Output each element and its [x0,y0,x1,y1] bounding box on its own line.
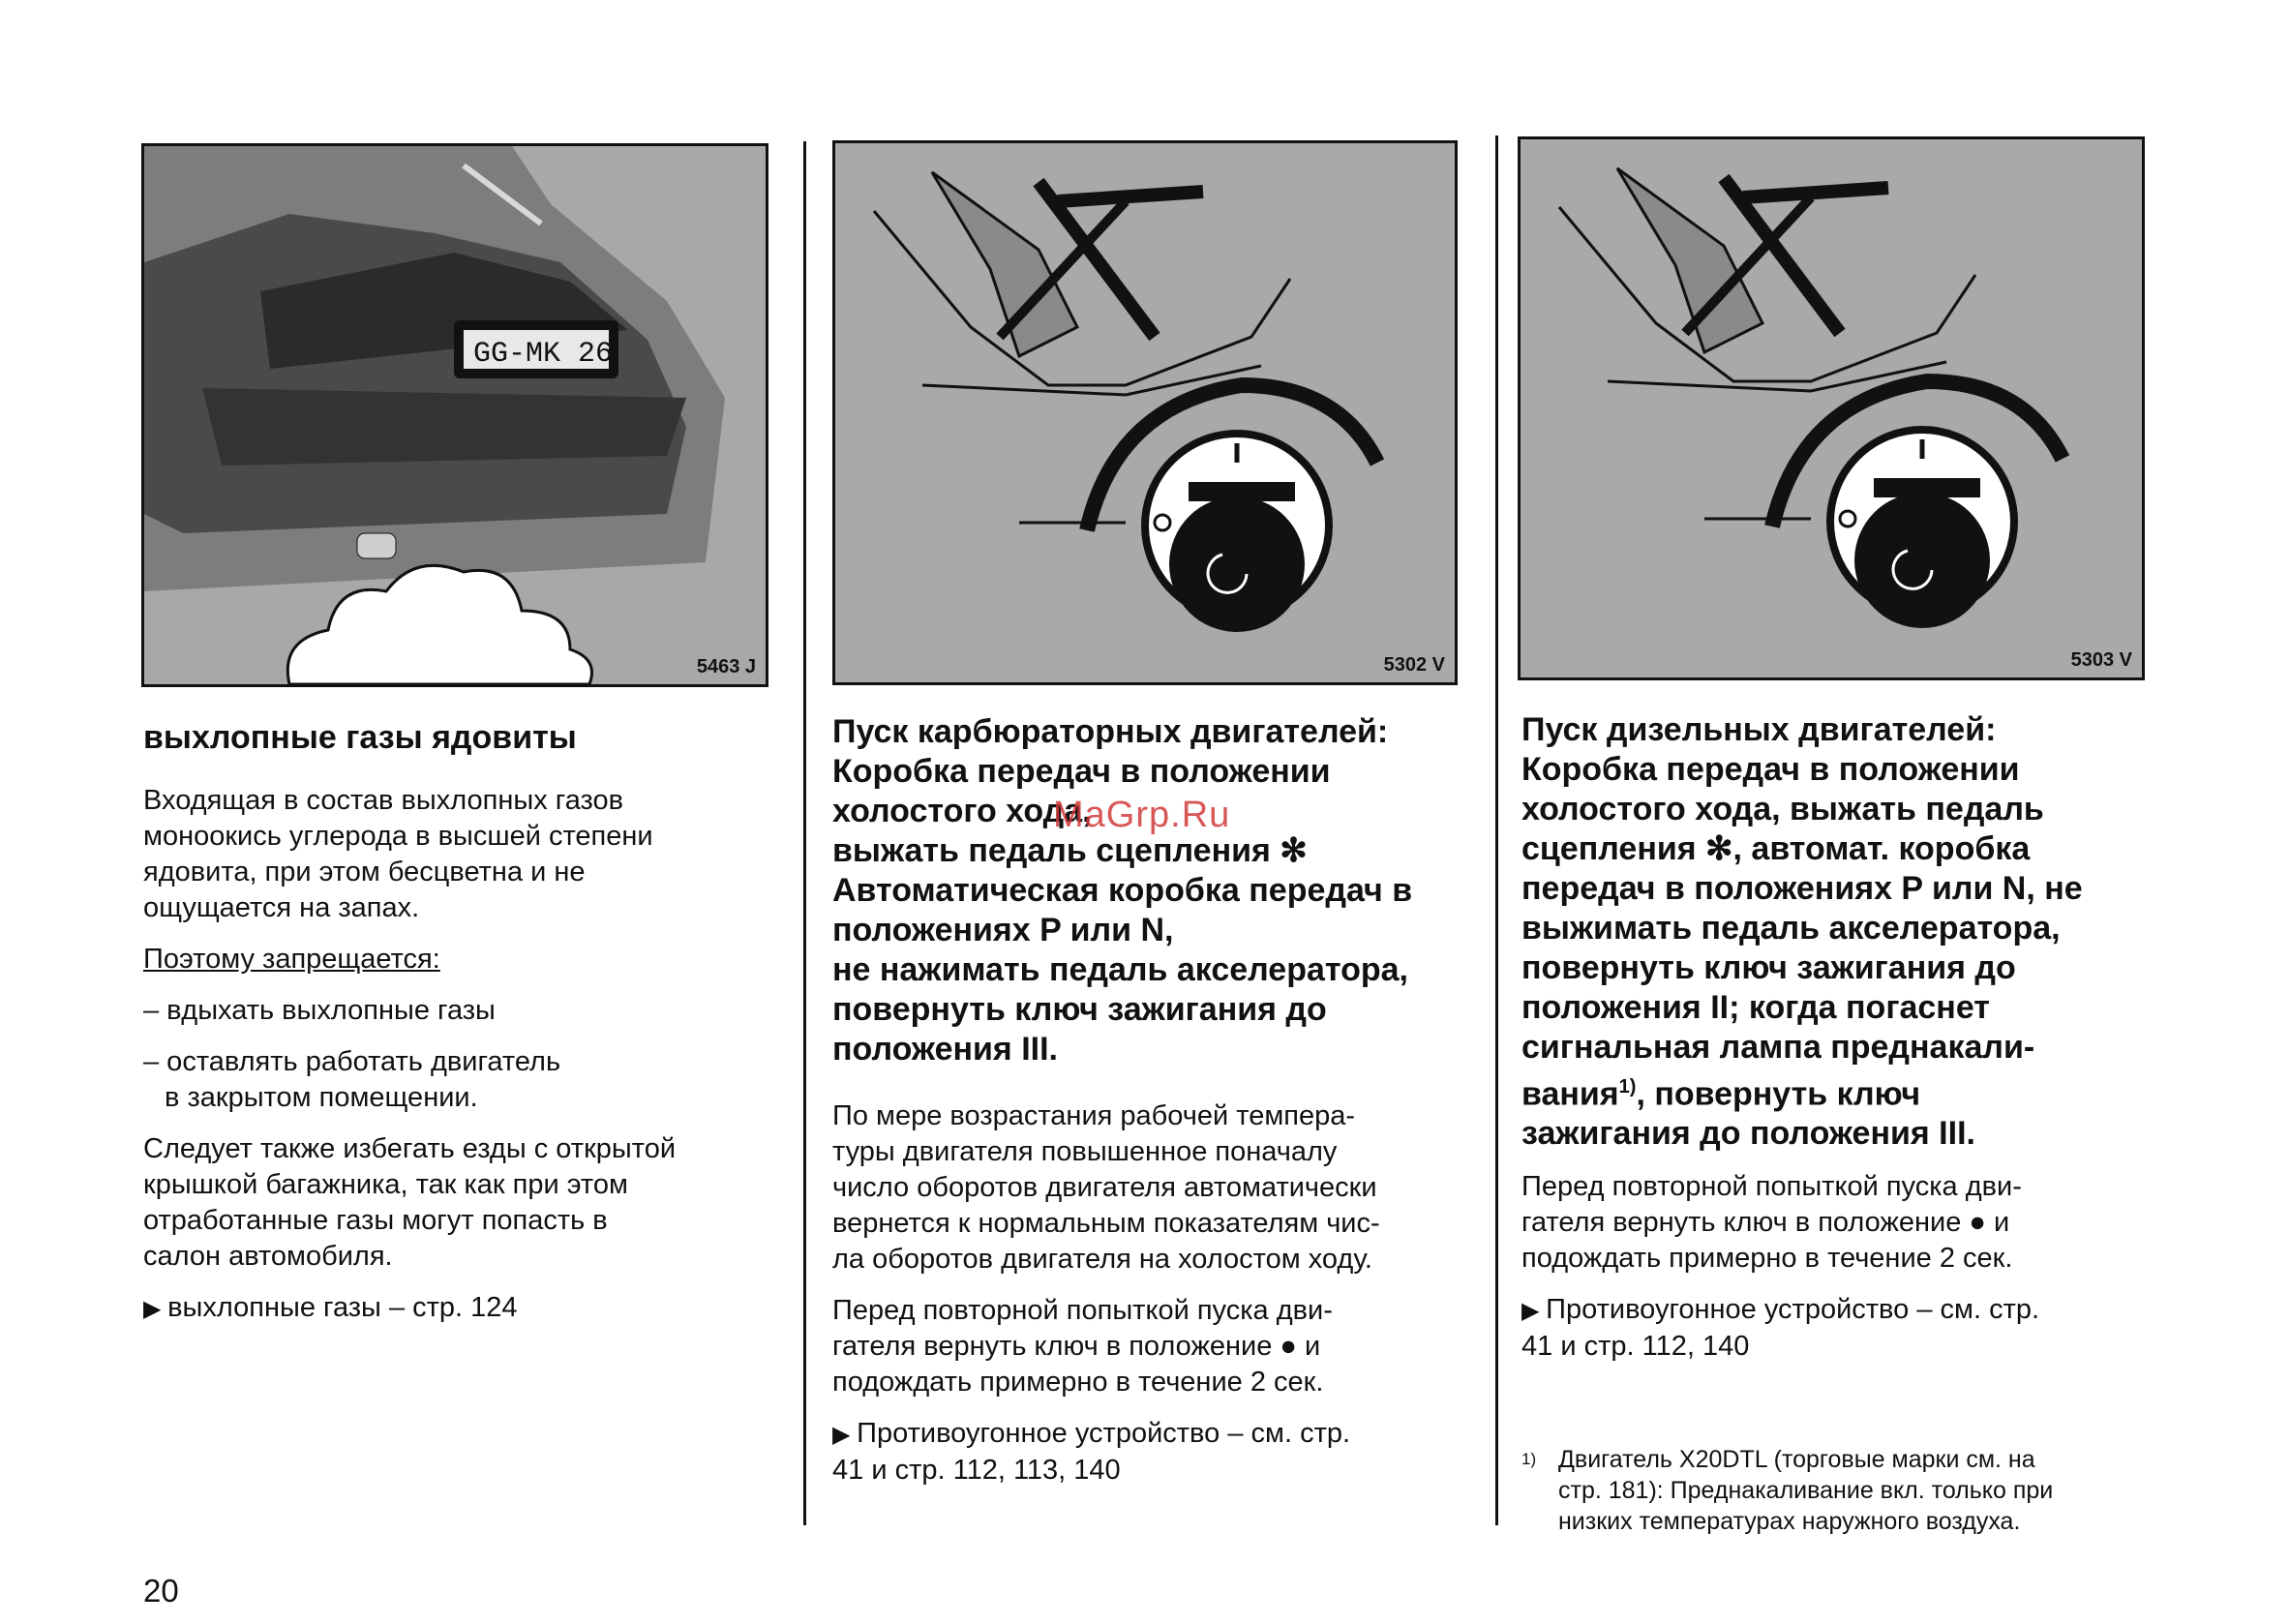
note-paragraph: Следует также избегать езды с открытой крышкой багажника, так как при этом отработанные газы могут попасть в салон автомобиля. [143,1133,677,1272]
exhaust-warning-column [143,718,782,1327]
body-paragraph: Перед повторной попыткой пуска дви- гателя вернуть ключ в положение ● и подождать примерно в течение 2 сек. [832,1295,1333,1398]
cross-reference-link[interactable]: ▶ выхлопные газы – стр. 124 [143,1290,782,1327]
diesel-start-illustration [1518,136,2145,680]
list-item: – вдыхать выхлопные газы [143,995,496,1026]
footnote: 1) Двигатель X20DTL (торговые марки см. на стр. 181): Преднакаливание вкл. только при низких температурах наружного воздуха. [1521,1446,2054,1536]
section-heading: выхлопные газы ядовиты [143,719,577,756]
list-item: – оставлять работать двигатель в закрытом помещении. [143,1046,561,1113]
exhaust-illustration [141,143,768,687]
carburettor-start-illustration [832,140,1458,685]
figure-code: 5303 V [2070,649,2132,671]
intro-paragraph: Входящая в состав выхлопных газов моноокись углерода в высшей степени ядовита, при этом бесцветна и не ощущается на запах. [143,785,653,923]
body-paragraph: Перед повторной попыткой пуска дви- гателя вернуть ключ в положение ● и подождать примерно в течение 2 сек. [1521,1171,2022,1275]
figure-code: 5463 J [696,656,756,677]
section-heading: Пуск карбюраторных двигателей: Коробка передач в положении холостого хода, выжать педаль сцепления ✻ Автоматическая коробка передач в положениях P или N, не нажимать педаль акселератора, повернуть ключ зажигания до положения III. [832,713,1413,1068]
footnote-mark: 1) [1521,1450,1537,1469]
page-number: 20 [143,1573,179,1609]
column-divider [1495,135,1498,1525]
column-divider [803,141,806,1525]
diesel-start-column [1521,710,2160,1537]
cross-reference-link[interactable]: ▶ Противоугонное устройство – см. стр. 41 и стр. 112, 140 [1521,1292,2160,1365]
cross-reference-link[interactable]: ▶ Противоугонное устройство – см. стр. 41 и стр. 112, 113, 140 [832,1416,1471,1489]
footnote-reference[interactable]: 1) [1618,1076,1637,1098]
figure-code: 5302 V [1383,654,1445,676]
watermark: MaGrp.Ru [1053,795,1231,835]
body-paragraph: По мере возрастания рабочей темпера- туры двигателя повышенное поначалу число оборотов двигателя автоматически вернется к нормальным показателям чис- ла оборотов двигателя на холостом ходу. [832,1100,1380,1275]
section-heading: Пуск дизельных двигателей: Коробка передач в положении холостого хода, выжать педаль сцепления ✻, автомат. коробка передач в положениях P или N, не выжимать педаль акселератора, повернуть ключ зажигания до положения II; когда погаснет сигнальная лампа преднакали- вания$^{1)}$, повернуть ключ зажигания до положения III. [1521,711,2083,1153]
prohibited-label: Поэтому запрещается: [143,944,440,975]
license-plate-text: GG-MK 26 [473,338,614,371]
